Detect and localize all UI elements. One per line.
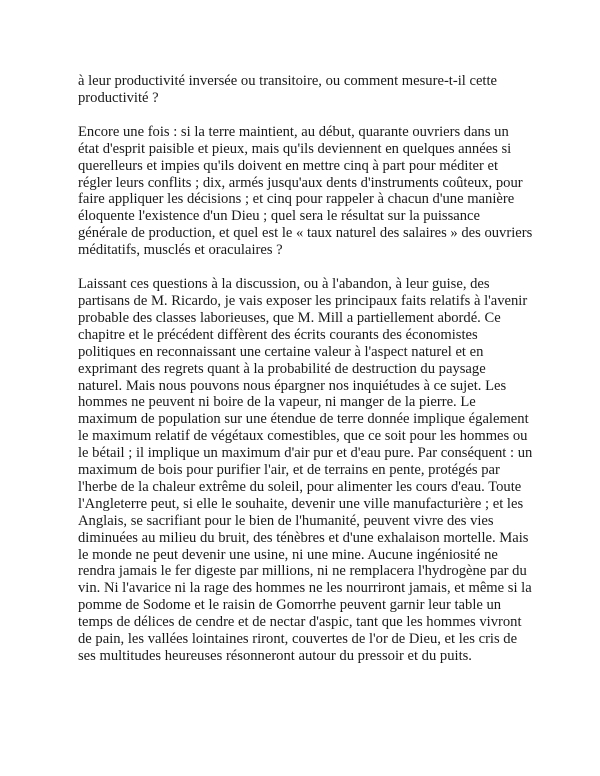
document-body <box>78 73 533 682</box>
paragraph-1: à leur productivité inversée ou transitoire, ou comment mesure-t-il cette productivité ? <box>78 73 498 106</box>
paragraph-2: Encore une fois : si la terre maintient, au début, quarante ouvriers dans un état d'esprit paisible et pieux, mais qu'ils deviennent en quelques années si querelleurs et impies qu'ils doivent en mettre cinq à part pour méditer et régler leurs conflits ; dix, armés jusqu'aux dents d'instruments coûteux, pour faire appliquer les décisions ; et cinq pour rappeler à chacun d'une manière éloquente l'existence d'un Dieu ; quel sera le résultat sur la puissance générale de production, et quel est le « taux naturel des salaires » des ouvriers méditatifs, musclés et oraculaires ? <box>78 123 533 259</box>
paragraph-3: Laissant ces questions à la discussion, ou à l'abandon, à leur guise, des partisans de M. Ricardo, je vais exposer les principaux faits relatifs à l'avenir probable des classes laborieuses, que M. Mill a partiellement abordé. Ce chapitre et le précédent diffèrent des écrits courants des économistes politiques en reconnaissant une certaine valeur à l'aspect naturel et en exprimant des regrets quant à la probabilité de destruction du paysage naturel. Mais nous pouvons nous épargner nos inquiétudes à ce sujet. Les hommes ne peuvent ni boire de la vapeur, ni manger de la pierre. Le maximum de population sur une étendue de terre donnée implique également le maximum relatif de végétaux comestibles, que ce soit pour les hommes ou le bétail ; il implique un maximum d'air pur et d'eau pure. Par conséquent : un maximum de bois pour purifier l'air, et de terrains en pente, protégés par l'herbe de la chaleur extrême du soleil, pour alimenter les cours d'eau. Toute l'Angleterre peut, si elle le souhaite, devenir une ville manufacturière ; et les Anglais, se sacrifiant pour le bien de l'humanité, peuvent vivre des vies diminuées au milieu du bruit, des ténèbres et d'une exhalaison mortelle. Mais le monde ne peut devenir une usine, ni une mine. Aucune ingéniosité ne rendra jamais le fer digeste par millions, ni ne remplacera l'hydrogène par du vin. Ni l'avarice ni la rage des hommes ne les nourriront jamais, et même si la pomme de Sodome et le raisin de Gomorrhe peuvent garnir leur table un temps de délices de cendre et de nectar d'aspic, tant que les hommes vivront de pain, les vallées lointaines riront, couvertes de l'or de Dieu, et les cris de ses multitudes heureuses résonneront autour du pressoir et du puits. <box>78 276 533 664</box>
